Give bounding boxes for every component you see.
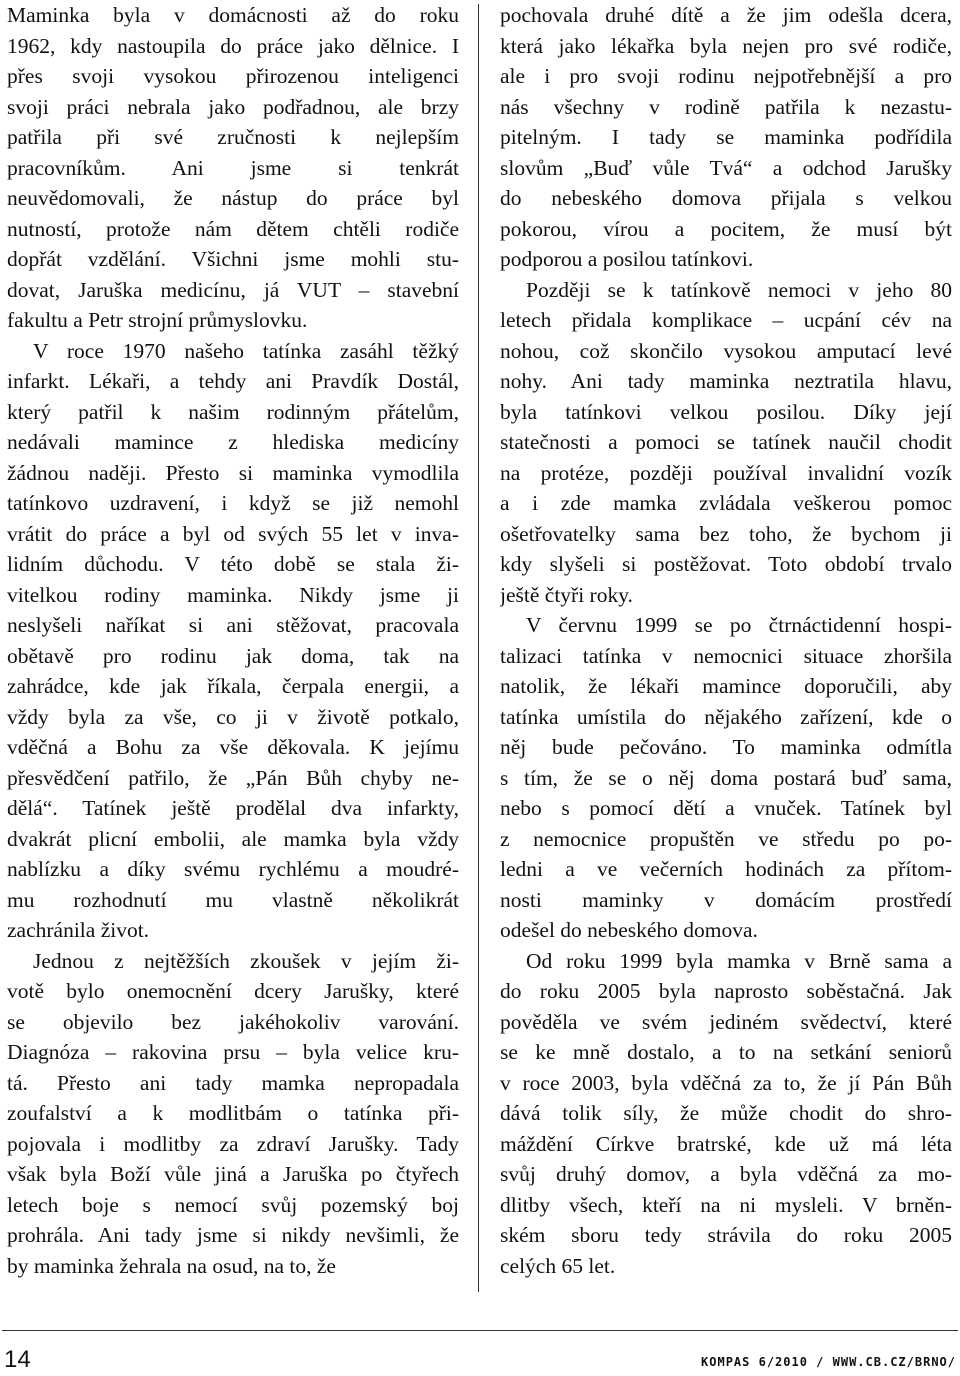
text-line: pokorou, vírou a pocitem, že musí být bbox=[500, 216, 952, 241]
text-line: nosti maminky v domácím prostředí bbox=[500, 887, 952, 912]
text-line: který patřil k našim rodinným přátelům, bbox=[7, 399, 459, 424]
text-line: infarkt. Lékaři, a tehdy ani Pravdík Dostál, bbox=[7, 369, 459, 393]
text-line: se objevilo bez jakéhokoliv varování. bbox=[7, 1009, 459, 1034]
text-line: pojovala i modlitby za zdraví Jarušky. Tady bbox=[7, 1131, 459, 1156]
left-text-column bbox=[7, 0, 459, 1281]
text-line: něj bude pečováno. To maminka odmítla bbox=[500, 735, 952, 759]
text-line: neuvědomovali, že nástup do práce byl bbox=[7, 186, 459, 210]
text-line: z nemocnice propuštěn ve středu po po- bbox=[500, 826, 952, 851]
text-line: dovat, Jaruška medicínu, já VUT – stavební bbox=[7, 277, 459, 302]
text-line: žádnou naději. Přesto si maminka vymodlila bbox=[7, 460, 459, 485]
text-line: ale i pro svoji rodinu nejpotřebnější a pro bbox=[500, 64, 952, 88]
text-line: obětavě pro rodinu jak doma, tak na bbox=[7, 643, 459, 668]
text-line: svoji práci nebrala jako podřadnou, ale brzy bbox=[7, 94, 459, 119]
column-divider bbox=[478, 4, 479, 1292]
text-line: celých 65 let. bbox=[500, 1253, 616, 1278]
text-line: vděčná a Bohu za vše děkovala. K jejímu bbox=[7, 735, 459, 759]
text-line: dělá“. Tatínek ještě prodělal dva infarkty, bbox=[7, 796, 459, 820]
text-line: slovům „Buď vůle Tvá“ a odchod Jarušky bbox=[500, 155, 952, 180]
text-line: votě bylo onemocnění dcery Jarušky, které bbox=[7, 979, 459, 1003]
text-line: letech boje s nemocí svůj pozemský boj bbox=[7, 1192, 459, 1217]
text-line: dlitby všech, kteří na ni mysleli. V brněn- bbox=[500, 1192, 952, 1217]
text-line: V červnu 1999 se po čtrnáctidenní hospi- bbox=[526, 613, 952, 637]
page-number: 14 bbox=[4, 1346, 31, 1373]
footer-source: KOMPAS 6/2010 / WWW.CB.CZ/BRNO/ bbox=[701, 1355, 956, 1369]
text-line: ošetřovatelky sama bez toho, že bychom ji bbox=[500, 521, 952, 546]
text-line: Diagnóza – rakovina prsu – byla velice kru- bbox=[7, 1040, 459, 1064]
text-line: odešel do nebeského domova. bbox=[500, 918, 758, 942]
text-line: přesvědčení patřilo, že „Pán Bůh chyby ne- bbox=[7, 765, 459, 790]
text-line: ském sboru tedy strávila do roku 2005 bbox=[500, 1223, 952, 1247]
text-line: vždy byla za vše, co ji v životě potkalo, bbox=[7, 704, 459, 729]
text-line: se ke mně dostalo, a to na setkání seniorů bbox=[500, 1040, 952, 1064]
text-line: nohy. Ani tady maminka neztratila hlavu, bbox=[500, 369, 952, 393]
text-line: a i zde mamka zvládala veškerou pomoc bbox=[500, 491, 952, 515]
text-line: na protéze, později používal invalidní vozík bbox=[500, 460, 952, 485]
text-line: nohou, což skončilo vysokou amputací levé bbox=[500, 338, 952, 363]
text-line: letech přidala komplikace – ucpání cév na bbox=[500, 308, 952, 332]
text-line: nebo s pomocí dětí a vnuček. Tatínek byl bbox=[500, 796, 952, 820]
text-line: pochovala druhé dítě a že jim odešla dcera, bbox=[500, 3, 952, 27]
text-line: podporou a posilou tatínkovi. bbox=[500, 247, 754, 271]
text-line: prohrála. Ani tady jsme si nikdy nevšimli, že bbox=[7, 1223, 459, 1247]
text-line: nablízku a díky svému rychlému a moudré- bbox=[7, 857, 459, 881]
footer-rule bbox=[2, 1330, 958, 1331]
text-line: Později se k tatínkově nemoci v jeho 80 bbox=[526, 277, 952, 302]
text-line: zachránila život. bbox=[7, 918, 150, 942]
text-line: která jako lékařka byla nejen pro své rodiče, bbox=[500, 33, 952, 58]
text-line: dvakrát plicní embolii, ale mamka byla vždy bbox=[7, 826, 459, 851]
text-line: nutností, protože nám dětem chtěli rodiče bbox=[7, 216, 459, 241]
text-line: ještě čtyři roky. bbox=[500, 582, 633, 607]
text-line: do nebeského domova přijala s velkou bbox=[500, 186, 952, 210]
text-line: tatínkovo uzdravení, i když se již nemohl bbox=[7, 491, 459, 515]
text-line: Maminka byla v domácnosti až do roku bbox=[7, 3, 459, 27]
text-line: pracovníkům. Ani jsme si tenkrát bbox=[7, 155, 459, 180]
text-line: vitelkou rodiny maminka. Nikdy jsme ji bbox=[7, 582, 459, 607]
text-line: zahrádce, kde jak říkala, čerpala energii, a bbox=[7, 674, 459, 698]
right-text-column bbox=[500, 0, 952, 1281]
text-line: by maminka žehrala na osud, na to, že bbox=[7, 1253, 336, 1278]
text-line: ledni a ve večerních hodinách za přítom- bbox=[500, 857, 952, 881]
text-line: vrátit do práce a byl od svých 55 let v inva- bbox=[7, 521, 459, 546]
text-line: nás všechny v rodině patřila k nezastu- bbox=[500, 94, 952, 119]
text-line: mu rozhodnutí mu vlastně několikrát bbox=[7, 887, 459, 912]
text-line: lidním důchodu. V této době se stala ži- bbox=[7, 552, 459, 576]
text-line: zoufalství a k modlitbám o tatínka při- bbox=[7, 1101, 459, 1125]
text-line: však byla Boží vůle jiná a Jaruška po čtyřech bbox=[7, 1162, 459, 1186]
text-line: talizaci tatínka v nemocnici situace zhoršila bbox=[500, 643, 952, 668]
text-line: s tím, že se o něj doma postará buď sama, bbox=[500, 765, 952, 790]
text-line: pitelným. I tady se maminka podřídila bbox=[500, 125, 952, 149]
text-line: máždění Církve bratrské, kde už má léta bbox=[500, 1131, 952, 1156]
text-line: do roku 2005 byla naprosto soběstačná. Jak bbox=[500, 979, 952, 1003]
text-line: byla tatínkovi velkou posilou. Díky její bbox=[500, 399, 952, 424]
text-line: neslyšeli naříkat si ani stěžovat, pracovala bbox=[7, 613, 459, 637]
text-line: nedávali mamince z hlediska medicíny bbox=[7, 430, 459, 454]
text-line: dává tolik síly, že může chodit do shro- bbox=[500, 1101, 952, 1125]
text-line: kdy slyšeli si postěžovat. Toto období trvalo bbox=[500, 552, 952, 576]
text-line: statečnosti a pomoci se tatínek naučil chodit bbox=[500, 430, 952, 454]
text-line: 1962, kdy nastoupila do práce jako dělnice. I bbox=[7, 33, 459, 58]
text-line: patřila při své zručnosti k nejlepším bbox=[7, 125, 459, 149]
text-line: přes svoji vysokou přirozenou inteligenci bbox=[7, 64, 459, 88]
text-line: v roce 2003, byla vděčná za to, že jí Pán Bůh bbox=[500, 1070, 952, 1095]
text-line: Od roku 1999 byla mamka v Brně sama a bbox=[526, 948, 952, 973]
text-line: fakultu a Petr strojní průmyslovku. bbox=[7, 308, 308, 332]
text-line: Jednou z nejtěžších zkoušek v jejím ži- bbox=[33, 948, 459, 973]
text-line: dopřát vzdělání. Všichni jsme mohli stu- bbox=[7, 247, 459, 271]
text-line: V roce 1970 našeho tatínka zasáhl těžký bbox=[33, 338, 459, 363]
text-line: natolik, že lékaři mamince doporučili, aby bbox=[500, 674, 952, 698]
text-line: tatínka umístila do nějakého zařízení, kde o bbox=[500, 704, 952, 729]
text-line: tá. Přesto ani tady mamka nepropadala bbox=[7, 1070, 459, 1095]
text-line: pověděla ve svém jediném svědectví, které bbox=[500, 1009, 952, 1034]
text-line: svůj druhý domov, a byla vděčná za mo- bbox=[500, 1162, 952, 1186]
